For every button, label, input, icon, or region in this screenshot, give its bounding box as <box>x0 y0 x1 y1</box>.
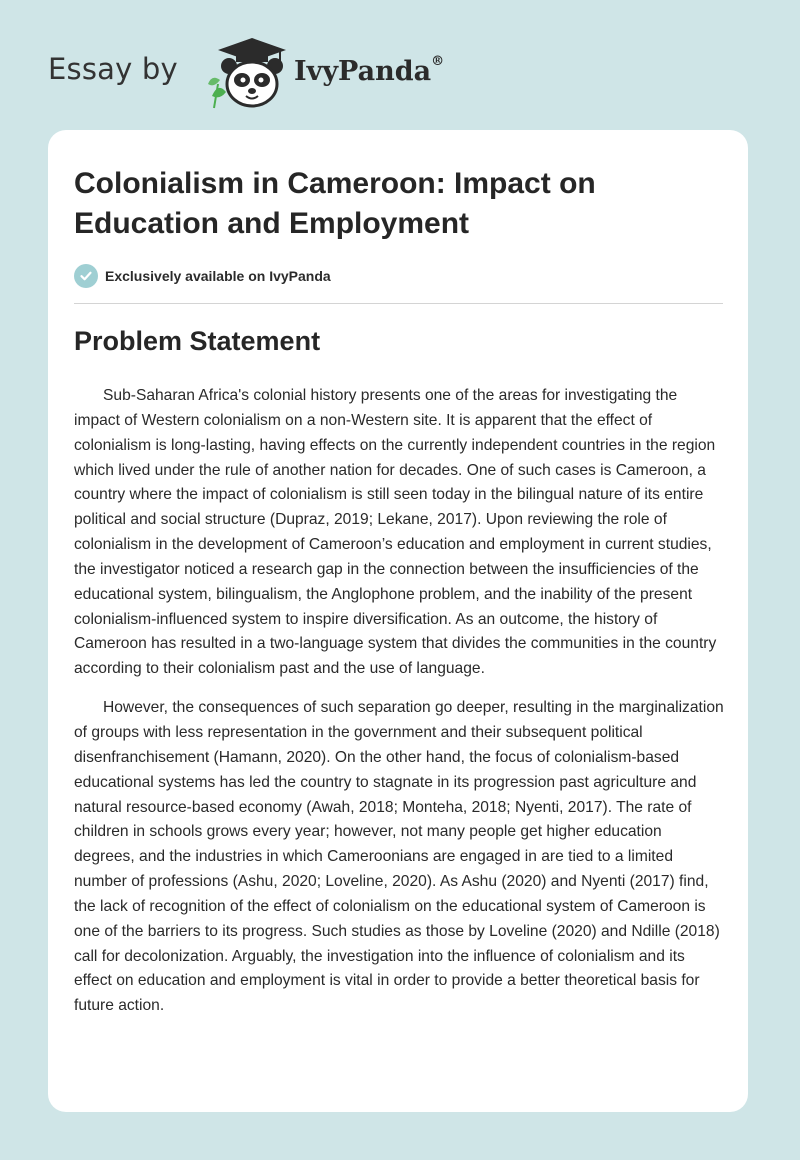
page-title: Colonialism in Cameroon: Impact on Education and Employment <box>74 167 596 240</box>
divider <box>74 303 723 304</box>
essay-by-label: Essay by <box>48 52 178 86</box>
section-title: Problem Statement <box>74 326 321 356</box>
registered-mark: ® <box>431 54 445 69</box>
brand-text: IvyPanda <box>294 56 432 87</box>
brand-name[interactable] <box>294 56 444 87</box>
ivypanda-logo-icon[interactable] <box>200 34 292 110</box>
paragraph-1: Sub-Saharan Africa's colonial history presents one of the areas for investigating the impact of Western colonialism on a non-Western site. It is apparent that the effect of colonialism is long-lasting, having effects on the currently independent countries in the region which lived under the rule of another nation for decades. One of such cases is Cameroon, a country where the impact of colonialism is still seen today in the bilingual nature of its entire political and social structure (Dupraz, 2019; Lekane, 2017). Upon reviewing the role of colonialism in the development of Cameroon’s education and employment in current studies, the investigator noticed a research gap in the connection between the insufficiencies of the educational system, bilingualism, the Anglophone problem, and the inability of the present colonialism-influenced system to inspire diversification. As an outcome, the history of Cameroon has resulted in a two-language system that divides the communities in the country according to their colonialism past and the use of language. <box>74 387 717 678</box>
site-header <box>48 34 508 110</box>
exclusive-badge <box>74 263 331 289</box>
paragraph-2: However, the consequences of such separation go deeper, resulting in the marginalization of groups with less representation in the government and their subsequent political disenfranchisement (Hamann, 2020). On the other hand, the focus of colonialism-based educational systems has led the country to stagnate in its progression past agriculture and natural resource-based economy (Awah, 2018; Monteha, 2018; Nyenti, 2017). The rate of children in schools grows every year; however, not many people get higher education degrees, and the industries in which Cameroonians are engaged in are tied to a limited number of professions (Ashu, 2020; Loveline, 2020). As Ashu (2020) and Nyenti (2017) find, the lack of recognition of the effect of colonialism on the educational system of Cameroon is one of the barriers to its progress. Such studies as those by Loveline (2020) and Ndille (2018) call for decolonization. Arguably, the investigation into the influence of colonialism and its effect on education and employment is vital in order to provide a better theoretical basis for future action. <box>74 699 724 1015</box>
check-circle-icon <box>74 264 98 288</box>
article-body <box>74 384 726 1033</box>
article-card <box>48 130 748 1112</box>
panda-mascot-icon <box>200 34 292 110</box>
exclusive-label: Exclusively available on IvyPanda <box>105 268 331 284</box>
